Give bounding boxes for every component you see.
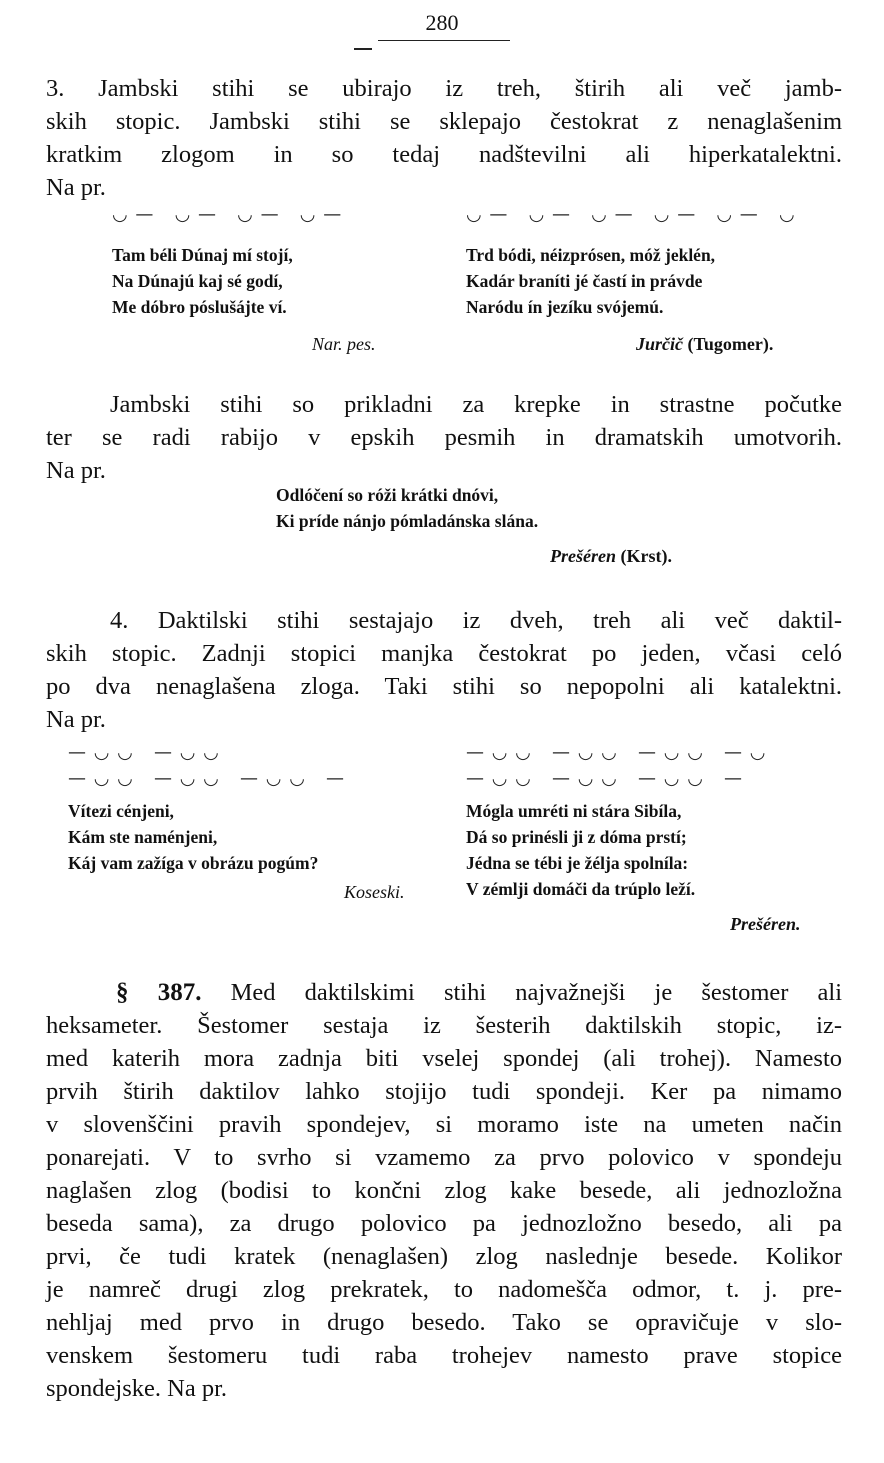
attribution-center <box>550 546 672 567</box>
verse-line: Jédna se tébi je žélja spolníla: <box>466 853 689 873</box>
text-line: v slovenščini pravih spondejev, si moramo iste na umeten način <box>46 1111 842 1138</box>
text-line: spondejske. Na pr. <box>46 1375 227 1402</box>
header-rule <box>378 40 510 41</box>
verse-example-left <box>112 242 293 320</box>
verse-line: Vítezi cénjeni, <box>68 801 174 821</box>
attribution-source: Koseski. <box>344 882 405 902</box>
meter-scheme-right-1: — ◡ ◡ — ◡ ◡ — ◡ ◡ — ◡ <box>466 742 767 763</box>
verse-example-center <box>276 482 538 534</box>
text-line: venskem šestomeru tudi raba trohejev namesto prave stopice <box>46 1342 842 1369</box>
text-line: 3. Jambski stihi se ubirajo iz treh, štirih ali več jamb- <box>46 75 842 102</box>
verse-line: Na Dúnajú kaj sé godí, <box>112 271 283 291</box>
verse-line: Trd bódi, néizprósen, móž jeklén, <box>466 245 716 265</box>
verse-line: Naródu ín jezíku svójemú. <box>466 297 664 317</box>
text-line: prvih štirih daktilov lahko stojijo tudi spondeji. Ker pa nimamo <box>46 1078 842 1105</box>
verse-example-left <box>68 798 318 876</box>
verse-line: Ki príde nánjo pómladánska slána. <box>276 511 539 531</box>
meter-scheme-left: ◡ — ◡ — ◡ — ◡ — <box>112 204 343 225</box>
header-mark <box>354 48 372 50</box>
attribution-work: (Tugomer). <box>687 334 774 354</box>
attribution-left <box>312 334 376 355</box>
text-line: ter se radi rabijo v epskih pesmih in dramatskih umotvorih. <box>46 424 842 451</box>
text-line: med katerih mora zadnja biti vselej spondej (ali trohej). Namesto <box>46 1045 842 1072</box>
text-line: naglašen zlog (bodisi to končni zlog kake besede, ali jednozložna <box>46 1177 842 1204</box>
text-line: prvi, če tudi kratek (nenaglašen) zlog naslednje besede. Kolikor <box>46 1243 842 1270</box>
text-line: Na pr. <box>46 174 106 201</box>
verse-example-right <box>466 798 695 902</box>
verse-line: Káj vam zažíga v obrázu pogúm? <box>68 853 319 873</box>
meter-scheme-right: ◡ — ◡ — ◡ — ◡ — ◡ — ◡ <box>466 204 796 225</box>
attribution-right <box>730 914 801 935</box>
attribution-source: Nar. pes. <box>312 334 376 354</box>
text-line: nehljaj med prvo in drugo besedo. Tako se opravičuje v slo- <box>46 1309 842 1336</box>
text-line: kratkim zlogom in so tedaj nadštevilni ali hiperkatalektni. <box>46 141 842 168</box>
verse-line: Me dóbro póslušájte ví. <box>112 297 287 317</box>
text-line: Na pr. <box>46 457 106 484</box>
section-387-paragraph <box>46 976 842 1405</box>
jambic-use-paragraph <box>46 388 842 487</box>
attribution-author: Prešéren <box>550 546 616 566</box>
section-mark: § 387. <box>116 979 202 1006</box>
text-line: Na pr. <box>46 706 106 733</box>
section-4-paragraph <box>46 604 842 736</box>
text-line: skih stopic. Jambski stihi se sklepajo čestokrat z nenaglašenim <box>46 108 842 135</box>
text-line: ponarejati. V to svrho si vzamemo za prvo polovico v spondeju <box>46 1144 842 1171</box>
section-3-paragraph <box>46 72 842 204</box>
text-line: je namreč drugi zlog prekratek, to nadomešča odmor, t. j. pre- <box>46 1276 842 1303</box>
text-line: beseda sama), za drugo polovico pa jednozložno besedo, ali pa <box>46 1210 842 1237</box>
verse-line: V zémlji domáči da trúplo leží. <box>466 879 696 899</box>
attribution-left <box>344 882 405 903</box>
text-line: po dva nenaglašena zloga. Taki stihi so nepopolni ali katalektni. <box>46 673 842 700</box>
verse-example-right <box>466 242 715 320</box>
meter-scheme-left-1: — ◡ ◡ — ◡ ◡ <box>68 742 220 763</box>
text-line: Jambski stihi so prikladni za krepke in strastne počutke <box>110 391 842 418</box>
text-line: skih stopic. Zadnji stopici manjka čestokrat po jeden, včasi celó <box>46 640 842 667</box>
page-number: 280 <box>425 10 459 35</box>
attribution-right <box>636 334 773 355</box>
text-line: 4. Daktilski stihi sestajajo iz dveh, treh ali več daktil- <box>110 607 842 634</box>
verse-line: Kadár braníti jé častí in právde <box>466 271 703 291</box>
attribution-source: Prešéren. <box>730 914 801 934</box>
meter-scheme-right-2: — ◡ ◡ — ◡ ◡ — ◡ ◡ — <box>466 768 744 789</box>
attribution-work: (Krst). <box>620 546 672 566</box>
verse-line: Kám ste naménjeni, <box>68 827 218 847</box>
meter-scheme-left-2: — ◡ ◡ — ◡ ◡ — ◡ ◡ — <box>68 768 346 789</box>
verse-line: Tam béli Dúnaj mí stojí, <box>112 245 293 265</box>
text-fragment: Med daktilskimi stihi najvažnejši je šestomer ali <box>201 979 843 1006</box>
attribution-author: Jurčič <box>636 334 683 354</box>
text-line <box>46 976 842 1009</box>
verse-line: Dá so prinésli ji z dóma prstí; <box>466 827 687 847</box>
text-line: heksameter. Šestomer sestaja iz šesterih daktilskih stopic, iz- <box>46 1012 842 1039</box>
verse-line: Odlóčení so róži krátki dnóvi, <box>276 485 499 505</box>
verse-line: Mógla umréti ni stára Sibíla, <box>466 801 682 821</box>
